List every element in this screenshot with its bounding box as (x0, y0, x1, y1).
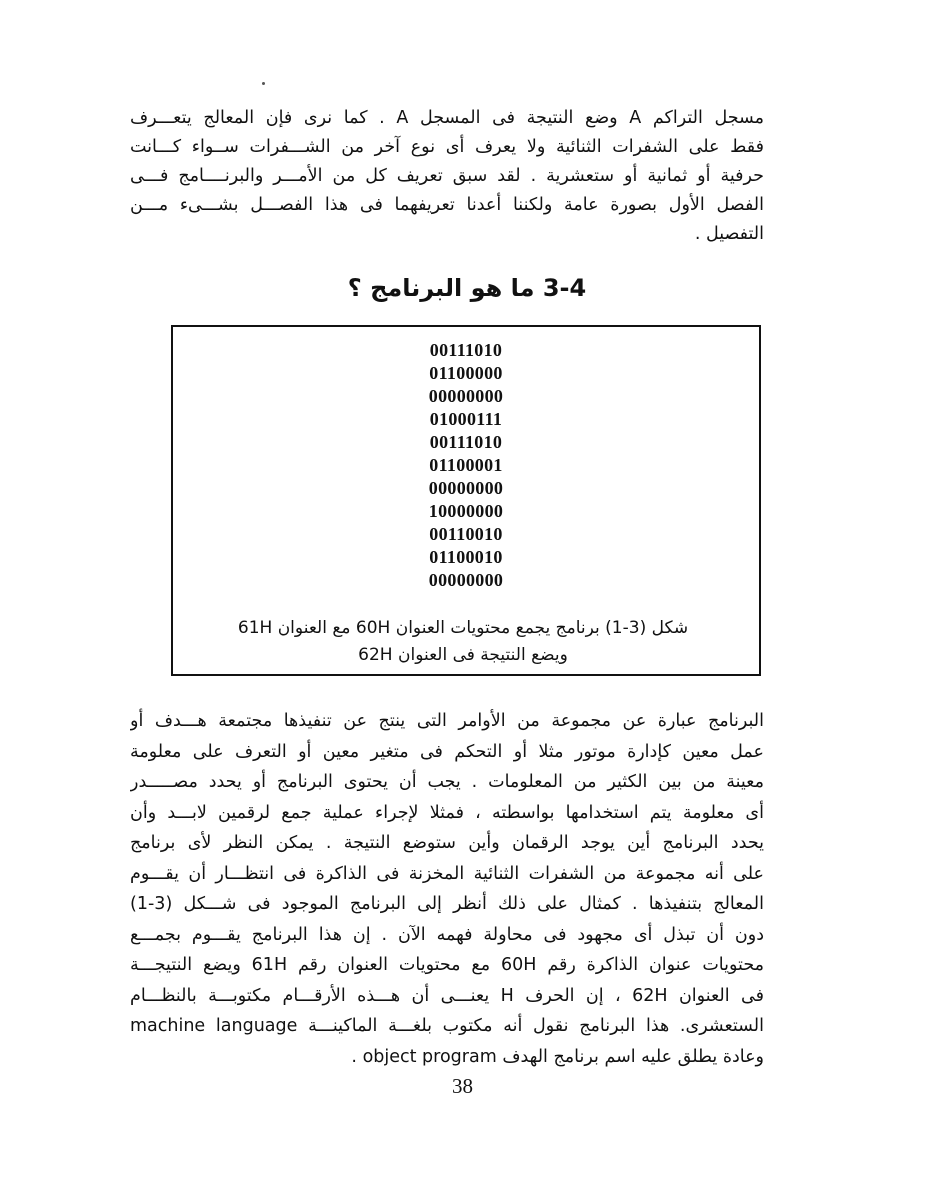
page-number: 38 (452, 1074, 473, 1098)
paragraph-line: معينة من بين الكثير من المعلومات . يجب أن يحتوى البرنامج أو يحدد مصـــــدر (130, 772, 764, 792)
paragraph-line: مسجل التراكم A وضع النتيجة فى المسجل A . كما نرى فإن المعالج يتعـــرف (130, 108, 764, 128)
binary-code: 00000000 (428, 570, 504, 590)
paragraph-line: يحدد البرنامج أين يوجد الرقمان وأين ستوضع النتيجة . يمكن النظر لأى برنامج (130, 833, 764, 853)
paragraph-line: المعالج بتنفيذها . كمثال على ذلك أنظر إلى البرنامج الموجود فى شـــكل (3-1) (130, 894, 764, 914)
binary-code: 00110010 (429, 524, 503, 544)
paragraph-line: دون أن تبذل أى مجهود فى محاولة فهمه الآن . إن هذا البرنامج يقـــوم بجمـــع (130, 924, 764, 945)
paragraph-line: محتويات عنوان الذاكرة رقم 60H مع محتويات العنوان رقم 61H ويضع النتيجـــة (130, 955, 764, 975)
paragraph-line: حرفية أو ثمانية أو ستعشرية . لقد سبق تعريف كل من الأمـــر والبرنــــامج فـــى (130, 166, 764, 186)
paragraph-intro (130, 104, 764, 249)
binary-code-list (173, 339, 759, 592)
binary-code: 00111010 (429, 432, 503, 452)
binary-code: 00000000 (428, 386, 504, 406)
scan-speck (262, 82, 265, 85)
binary-code: 10000000 (428, 501, 504, 521)
paragraph-line: البرنامج عبارة عن مجموعة من الأوامر التى ينتج عن تنفيذها مجتمعة هـــدف أو (130, 711, 764, 731)
paragraph-line: وعادة يطلق عليه اسم برنامج الهدف object program . (351, 1046, 764, 1067)
binary-code: 01100001 (429, 455, 503, 475)
paragraph-line: أى معلومة يتم استخدامها بواسطته ، فمثلا لإجراء عملية جمع لرقمين لابـــد وأن (130, 802, 764, 823)
paragraph-line: الستعشرى. هذا البرنامج نقول أنه مكتوب بلغـــة الماكينـــة machine language (130, 1016, 764, 1036)
paragraph-line: التفصيل . (694, 224, 764, 244)
paragraph-program-definition (130, 706, 764, 1072)
binary-code: 01100000 (429, 363, 503, 383)
paragraph-line: الفصل الأول بصورة عامة ولكننا أعدنا تعريفهما فى هذا الفصـــل بشـــىء مـــن (130, 195, 764, 215)
paragraph-line: فقط على الشفرات الثنائية ولا يعرف أى نوع آخر من الشـــفرات ســواء كـــانت (130, 137, 764, 157)
paragraph-line: على أنه مجموعة من الشفرات الثنائية المخزنة فى الذاكرة فى انتظـــار أن يقـــوم (130, 863, 764, 884)
binary-code: 01100010 (429, 547, 503, 567)
binary-code: 00111010 (429, 340, 503, 360)
binary-code: 01000111 (429, 409, 503, 429)
caption-line: شكل (3-1) برنامج يجمع محتويات العنوان 60H مع العنوان 61H (237, 618, 689, 638)
paragraph-line: فى العنوان 62H ، إن الحرف H يعنـــى أن هـــذه الأرقـــام مكتوبـــة بالنظـــام (130, 985, 764, 1006)
figure-box (171, 325, 761, 676)
paragraph-line: عمل معين كإدارة موتور مثلا أو التحكم فى متغير معين أو التعرف على معلومة (130, 741, 764, 762)
binary-code: 00000000 (428, 478, 504, 498)
section-heading: 3-4 ما هو البرنامج ؟ (347, 274, 587, 302)
figure-caption (187, 615, 739, 669)
caption-line: ويضع النتيجة فى العنوان 62H (358, 645, 568, 665)
